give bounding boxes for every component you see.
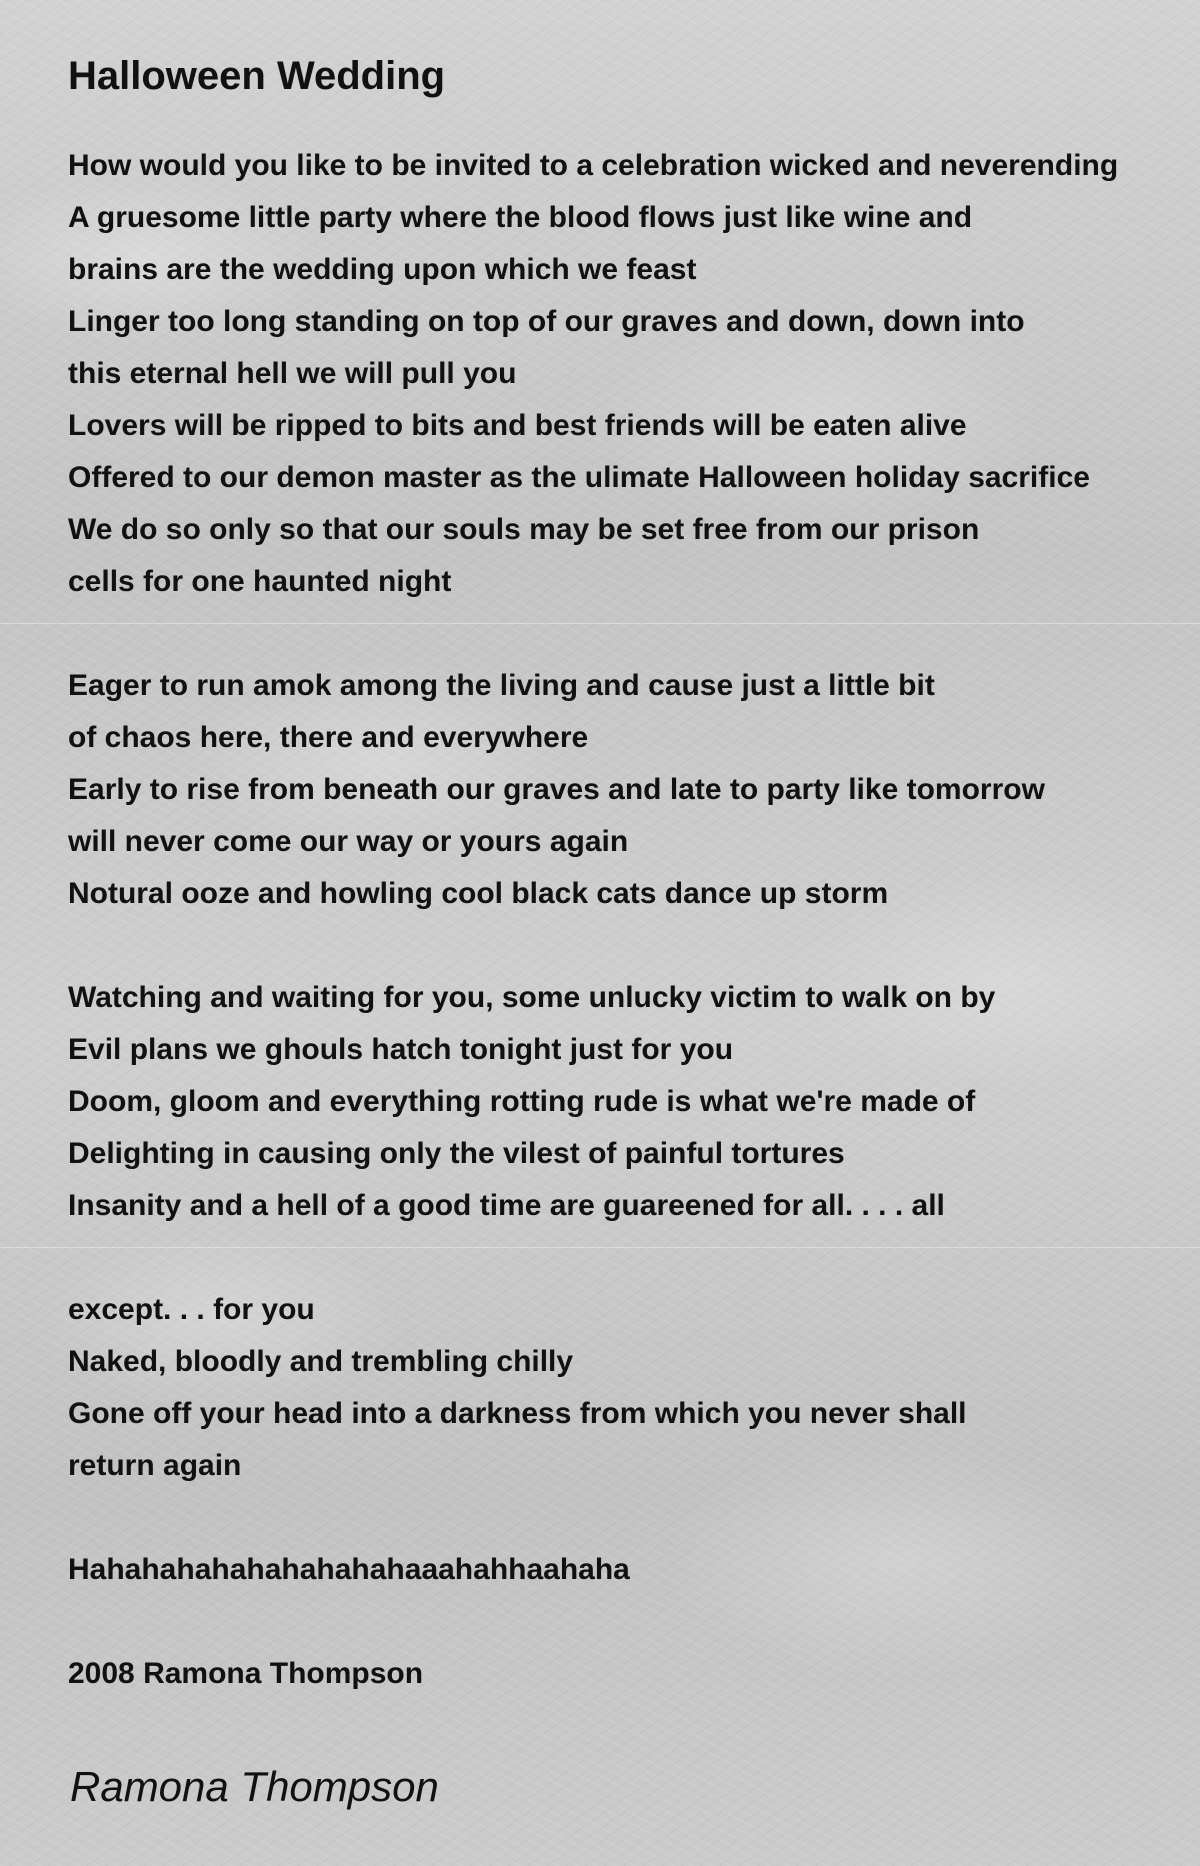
author-name: Ramona Thompson [70, 1763, 439, 1810]
stanza-2 [68, 660, 1200, 920]
poem-line: return again [68, 1449, 242, 1482]
poem-line: will never come our way or yours again [68, 825, 629, 858]
poem-line: Lovers will be ripped to bits and best friends will be eaten alive [68, 409, 967, 442]
stanza-4 [68, 1284, 1200, 1492]
poem-line: Watching and waiting for you, some unlucky victim to walk on by [68, 981, 996, 1014]
copyright-line: 2008 Ramona Thompson [68, 1657, 424, 1690]
poem-line: Notural ooze and howling cool black cats dance up storm [68, 877, 889, 910]
poem-line: Gone off your head into a darkness from which you never shall [68, 1397, 967, 1430]
poem-title: Halloween Wedding [68, 54, 446, 98]
stanza-5 [68, 1544, 1200, 1596]
poem-line: Eager to run amok among the living and cause just a little bit [68, 669, 935, 702]
poem-line: Offered to our demon master as the ulimate Halloween holiday sacrifice [68, 461, 1090, 494]
poem-line: Insanity and a hell of a good time are guareened for all. . . . all [68, 1189, 945, 1222]
poem-line: cells for one haunted night [68, 565, 452, 598]
poem-line: except. . . for you [68, 1293, 315, 1326]
poem-line: Delighting in causing only the vilest of painful tortures [68, 1137, 845, 1170]
poem-line: How would you like to be invited to a celebration wicked and neverending [68, 149, 1119, 182]
poem-line: We do so only so that our souls may be set free from our prison [68, 513, 980, 546]
poem-line: of chaos here, there and everywhere [68, 721, 589, 754]
poem-line: this eternal hell we will pull you [68, 357, 517, 390]
poem-line: Linger too long standing on top of our graves and down, down into [68, 305, 1025, 338]
poem-line: Doom, gloom and everything rotting rude is what we're made of [68, 1085, 976, 1118]
poem-line: brains are the wedding upon which we feast [68, 253, 697, 286]
stanza-3 [68, 972, 1200, 1232]
poem-line: Evil plans we ghouls hatch tonight just for you [68, 1033, 734, 1066]
poem-line: Early to rise from beneath our graves and late to party like tomorrow [68, 773, 1045, 806]
poem-line: A gruesome little party where the blood flows just like wine and [68, 201, 973, 234]
poem-line: Naked, bloodly and trembling chilly [68, 1345, 574, 1378]
poem-container [68, 52, 1200, 1752]
stanza-1 [68, 140, 1200, 608]
poem-line: Hahahahahahahahahahaaahahhaahaha [68, 1553, 630, 1586]
